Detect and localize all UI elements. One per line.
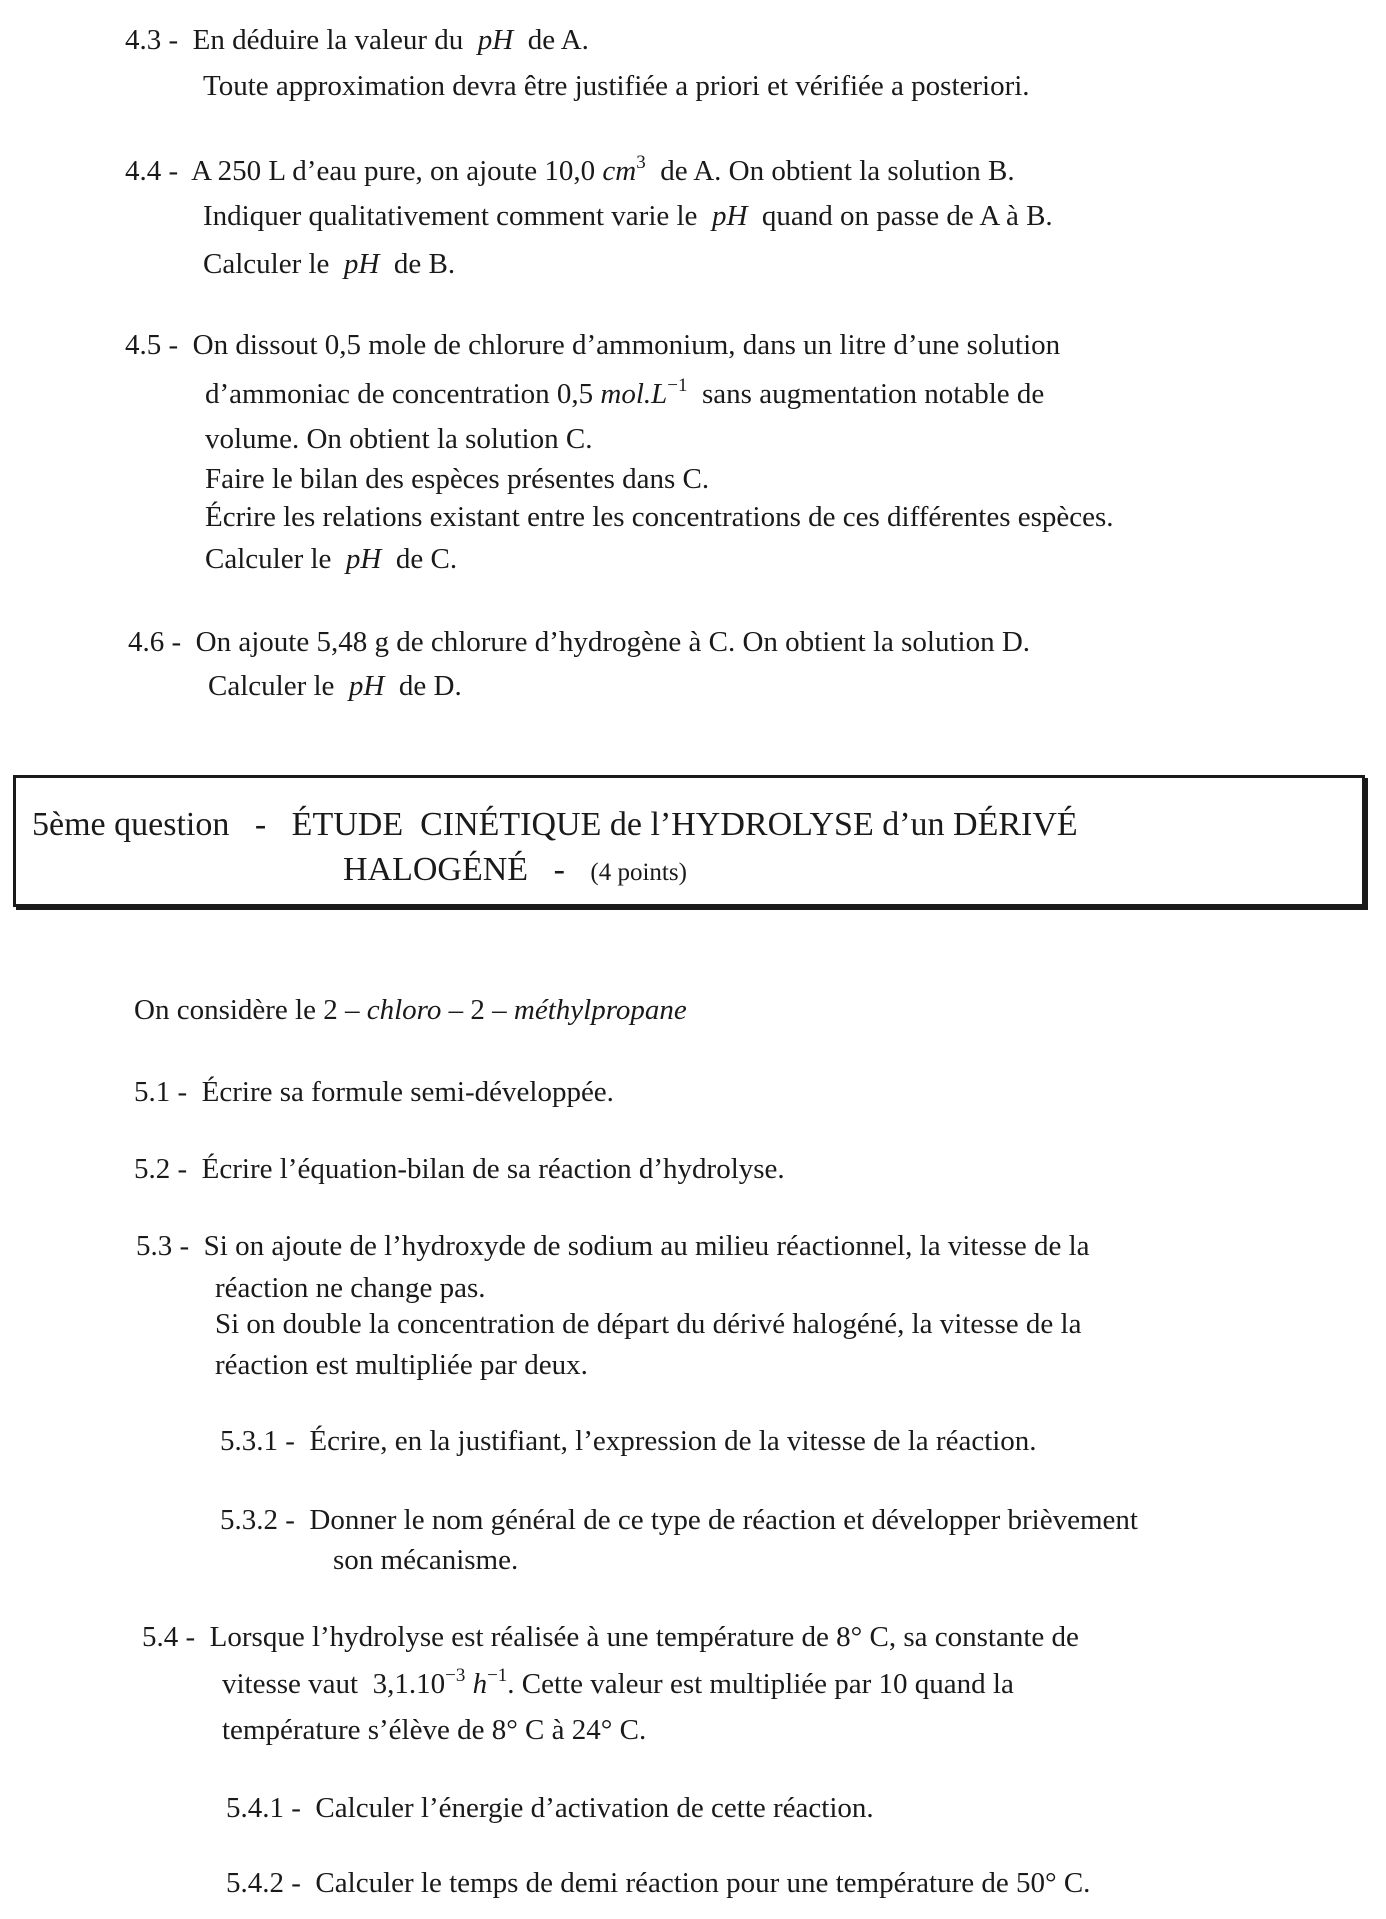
q52: 5.2 - Écrire l’équation-bilan de sa réaction d’hydrolyse. (134, 1153, 785, 1185)
q43-line1: 4.3 - En déduire la valeur du pH de A. (125, 24, 589, 56)
q43-number: 4.3 - (125, 24, 179, 56)
q44-line2: Indiquer qualitativement comment varie le pH quand on passe de A à B. (203, 200, 1053, 232)
section5-title-line2: HALOGÉNÉ - (4 points) (343, 851, 687, 888)
q45-line6: Calculer le pH de C. (205, 543, 458, 575)
q542: 5.4.2 - Calculer le temps de demi réaction pour une température de 50° C. (226, 1867, 1091, 1899)
q53-line3: Si on double la concentration de départ du dérivé halogéné, la vitesse de la (215, 1308, 1082, 1340)
q531-number: 5.3.1 - (220, 1425, 295, 1457)
q46-line2: Calculer le pH de D. (208, 670, 462, 702)
q45-line3: volume. On obtient la solution C. (205, 423, 593, 455)
q53-number: 5.3 - (136, 1230, 190, 1262)
q51-number: 5.1 - (134, 1076, 188, 1108)
q532-line1: 5.3.2 - Donner le nom général de ce type de réaction et développer brièvement (220, 1504, 1138, 1536)
q54-number: 5.4 - (142, 1621, 196, 1653)
q53-line4: réaction est multipliée par deux. (215, 1349, 588, 1381)
unit-cm3: cm (602, 155, 637, 187)
q45-line1: 4.5 - On dissout 0,5 mole de chlorure d’ammonium, dans un litre d’une solution (125, 329, 1061, 361)
q44-line3: Calculer le pH de B. (203, 248, 456, 280)
q54-line3: température s’élève de 8° C à 24° C. (222, 1714, 647, 1746)
ph-symbol: pH (343, 248, 380, 280)
q541-number: 5.4.1 - (226, 1792, 301, 1824)
q45-number: 4.5 - (125, 329, 179, 361)
ph-symbol: pH (345, 543, 382, 575)
ph-symbol: pH (711, 200, 748, 232)
q46-line1: 4.6 - On ajoute 5,48 g de chlorure d’hydrogène à C. On obtient la solution D. (128, 626, 1031, 658)
q542-number: 5.4.2 - (226, 1867, 301, 1899)
q532-number: 5.3.2 - (220, 1504, 295, 1536)
q45-line5: Écrire les relations existant entre les concentrations de ces différentes espèces. (205, 501, 1114, 533)
q52-number: 5.2 - (134, 1153, 188, 1185)
section5-points: (4 points) (590, 859, 687, 886)
ph-symbol: pH (348, 670, 385, 702)
q51: 5.1 - Écrire sa formule semi-développée. (134, 1076, 614, 1108)
q532-line2: son mécanisme. (333, 1544, 519, 1576)
q44-line1: 4.4 - A 250 L d’eau pure, on ajoute 10,0 $cm^3$ de A. On obtient la solution B. (125, 152, 1015, 187)
section5-title: ÉTUDE CINÉTIQUE de l’HYDROLYSE d’un DÉRIVÉ (291, 806, 1078, 843)
section5-label: 5ème question (32, 806, 230, 843)
q53-line1: 5.3 - Si on ajoute de l’hydroxyde de sodium au milieu réactionnel, la vitesse de la (136, 1230, 1090, 1262)
q45-line2: d’ammoniac de concentration 0,5 $mol.L^{-1}$ sans augmentation notable de (205, 375, 1045, 410)
q44-number: 4.4 - (125, 155, 179, 187)
q46-number: 4.6 - (128, 626, 182, 658)
ph-symbol: pH (477, 24, 514, 56)
unit-hour: h (472, 1668, 488, 1700)
q531: 5.3.1 - Écrire, en la justifiant, l’expression de la vitesse de la réaction. (220, 1425, 1037, 1457)
q5-intro: On considère le 2 – chloro – 2 – méthylpropane (134, 994, 687, 1026)
section5-title-line1: 5ème question - ÉTUDE CINÉTIQUE de l’HYDROLYSE d’un DÉRIVÉ (32, 806, 1078, 843)
q54-line2: vitesse vaut $3,1.10^{-3}$ $h^{-1}$. Cette valeur est multipliée par 10 quand la (222, 1665, 1014, 1700)
q54-line1: 5.4 - Lorsque l’hydrolyse est réalisée à une température de 8° C, sa constante de (142, 1621, 1079, 1653)
q541: 5.4.1 - Calculer l’énergie d’activation de cette réaction. (226, 1792, 874, 1824)
unit-mol-per-l: mol.L (600, 378, 668, 410)
q53-line2: réaction ne change pas. (215, 1272, 486, 1304)
q45-line4: Faire le bilan des espèces présentes dans C. (205, 463, 710, 495)
q43-line2: Toute approximation devra être justifiée a priori et vérifiée a posteriori. (203, 70, 1030, 102)
